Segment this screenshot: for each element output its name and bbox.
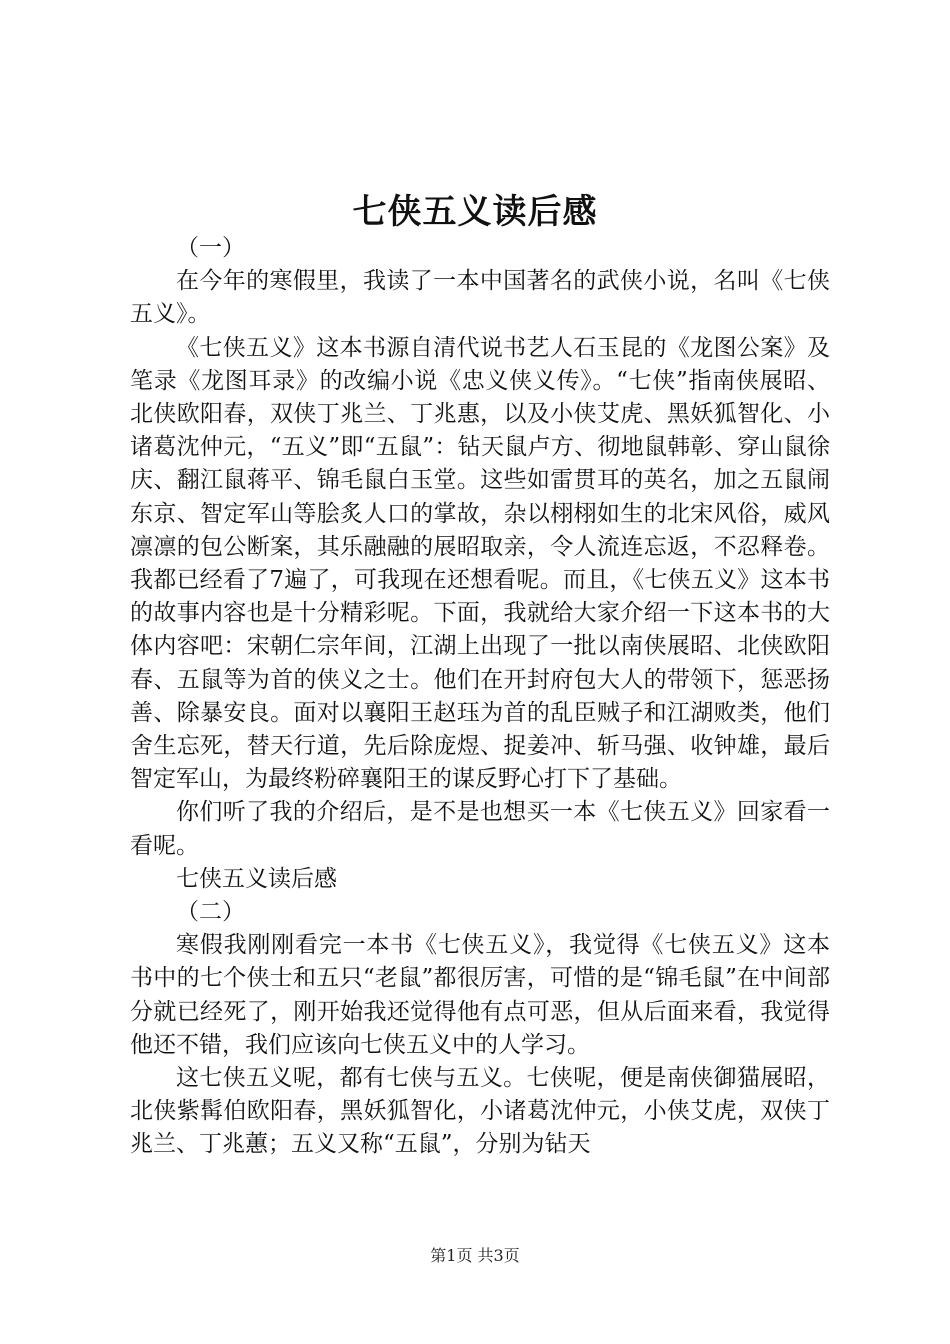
paragraph: 《七侠五义》这本书源自清代说书艺人石玉昆的《龙图公案》及笔录《龙图耳录》的改编小说《忠义侠义传》。“七侠”指南侠展昭、北侠欧阳春，双侠丁兆兰、丁兆惠，以及小侠艾虎、黑妖狐智化、小诸葛沈仲元，“五义”即“五鼠”：钻天鼠卢方、彻地鼠韩彰、穿山鼠徐庆、翻江鼠蒋平、锦毛鼠白玉堂。这些如雷贯耳的英名，加之五鼠闹东京、智定军山等脍炙人口的掌故，杂以栩栩如生的北宋风俗，威风凛凛的包公断案，其乐融融的展昭取亲，令人流连忘返，不忍释卷。我都已经看了7遍了，可我现在还想看呢。而且，《七侠五义》这本书的故事内容也是十分精彩呢。下面，我就给大家介绍一下这本书的大体内容吧：宋朝仁宗年间，江湖上出现了一批以南侠展昭、北侠欧阳春、五鼠等为首的侠义之士。他们在开封府包大人的带领下，惩恶扬善、除暴安良。面对以襄阳王赵珏为首的乱臣贼子和江湖败类，他们舍生忘死，替天行道，先后除庞煜、捉姜冲、斩马强、收钟雄，最后智定军山，为最终粉碎襄阳王的谋反野心打下了基础。 [130, 334, 830, 793]
page-title: 七侠五义读后感 [352, 192, 598, 232]
section-heading: 七侠五义读后感 [176, 865, 337, 892]
paragraph: 寒假我刚刚看完一本书《七侠五义》，我觉得《七侠五义》这本书中的七个侠士和五只“老鼠”都很厉害，可惜的是“锦毛鼠”在中间部分就已经死了，刚开始我还觉得他有点可恶，但从后面来看，我觉得他还不错，我们应该向七侠五义中的人学习。 [130, 932, 830, 1058]
paragraph: 这七侠五义呢，都有七侠与五义。七侠呢，便是南侠御猫展昭，北侠紫髯伯欧阳春，黑妖狐智化，小诸葛沈仲元，小侠艾虎，双侠丁兆兰、丁兆蕙；五义又称“五鼠”，分别为钻天 [130, 1065, 830, 1158]
paragraph: 你们听了我的介绍后，是不是也想买一本《七侠五义》回家看一看呢。 [130, 799, 830, 859]
paragraph: 在今年的寒假里，我读了一本中国著名的武侠小说，名叫《七侠五义》。 [130, 268, 830, 328]
page-number-footer: 第1页 共3页 [430, 1246, 520, 1265]
section-marker-1: （一） [176, 235, 245, 261]
section-marker-2: （二） [176, 899, 245, 926]
document-body [130, 232, 830, 1162]
